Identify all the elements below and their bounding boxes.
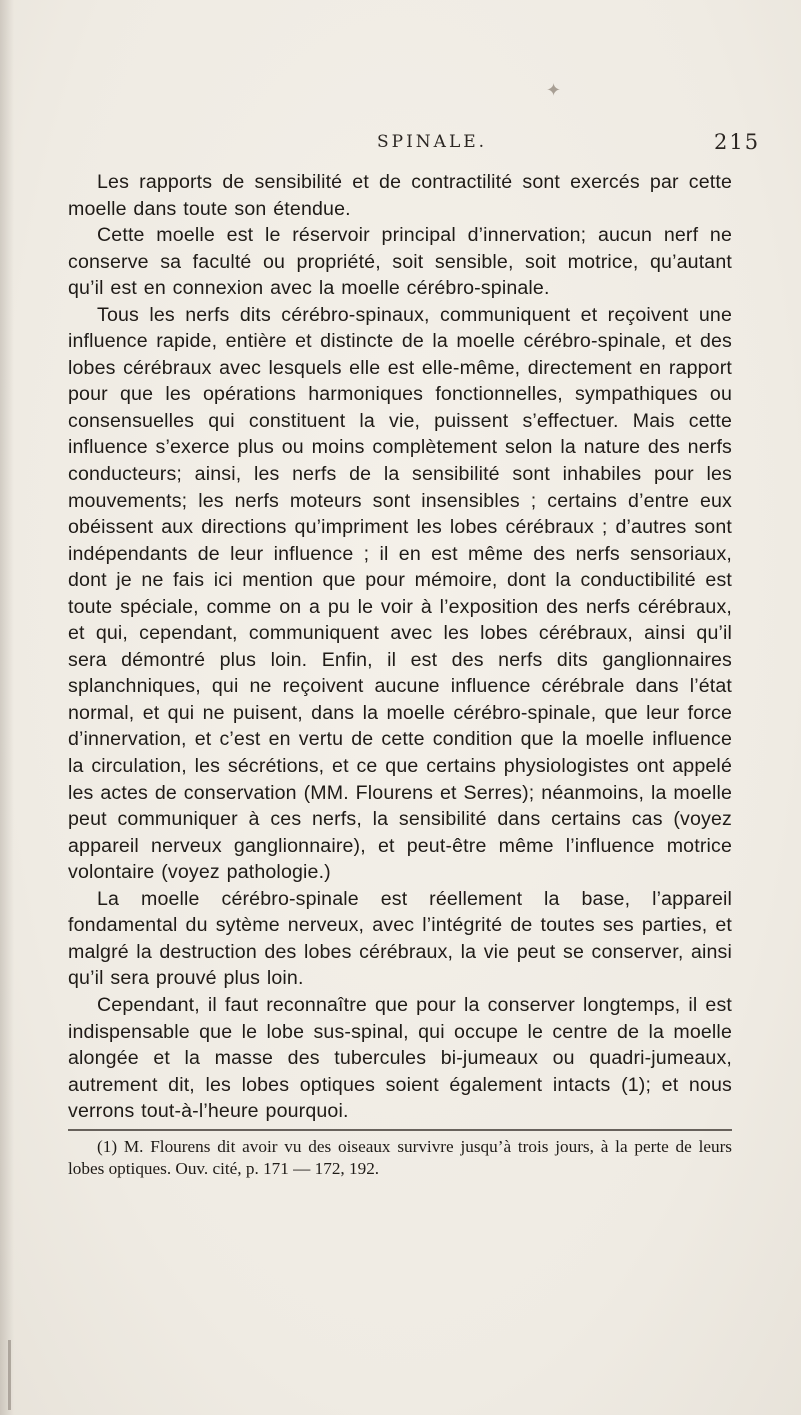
footnote [68,1136,732,1180]
running-head [0,132,801,172]
page-edge-shadow [0,0,14,1415]
paragraph: Cependant, il faut reconnaître que pour la conserver longtemps, il est indispensable que le lobe sus-spinal, qui occupe le centre de la moelle alongée et la masse des tubercules bi-jumeaux ou quadri-jumeaux, autrement dit, les lobes optiques soient également intacts (1); et nous verrons tout-à-l’heure pourquoi. [68,993,732,1123]
footnote-text: (1) M. Flourens dit avoir vu des oiseaux survivre jusqu’à trois jours, à la perte de leurs lobes optiques. Ouv. cité, p. 171 — 172, 192. [68,1137,732,1178]
paragraph: Tous les nerfs dits cérébro-spinaux, communiquent et reçoivent une influence rapide, entière et distincte de la moelle cérébro-spinale, et des lobes cérébraux avec lesquels elle est elle-même, directement en rapport pour que les opérations harmoniques fonctionnelles, sympathiques ou consensuelles qui constituent la vie, puissent s’effectuer. Mais cette influence s’exerce plus ou moins complètement selon la nature des nerfs conducteurs; ainsi, les nerfs de la sensibilité sont inhabiles pour les mouvements; les nerfs moteurs sont insensibles ; certains d’entre eux obéissent aux directions qu’impriment les lobes cérébraux ; d’autres sont indépendants de leur influence ; il en est même des nerfs sensoriaux, dont je ne fais ici mention que pour mémoire, dont la conductibilité est toute spéciale, comme on a pu le voir à l’exposition des nerfs cérébraux, et qui, cependant, communiquent avec les lobes cérébraux, ainsi qu’il sera démontré plus loin. Enfin, il est des nerfs dits ganglionnaires splanchniques, qui ne reçoivent aucune influence cérébrale dans l’état normal, et qui ne puisent, dans la moelle cérébro-spinale, que leur force d’innervation, et c’est en vertu de cette condition que la moelle influence la circulation, les sécrétions, et ce que certains physiologistes ont appelé les actes de conservation (MM. Flourens et Serres); néanmoins, la moelle peut communiquer à ces nerfs, la sensibilité dans certains cas (voyez appareil nerveux ganglionnaire), et peut-être même l’influence motrice volontaire (voyez pathologie.) [68,303,732,884]
ink-mark: ✦ [546,80,562,101]
footnote-rule [68,1129,732,1131]
binding-mark [8,1340,11,1410]
paragraph: Les rapports de sensibilité et de contractilité sont exercés par cette moelle dans toute son étendue. [68,171,732,220]
paragraph: Cette moelle est le réservoir principal d’innervation; aucun nerf ne conserve sa faculté ou propriété, soit sensible, soit motrice, qu’autant qu’il est en connexion avec la moelle cérébro-spinale. [68,224,732,300]
paragraph: La moelle cérébro-spinale est réellement la base, l’appareil fondamental du sytème nerveux, avec l’intégrité de toutes ses parties, et malgré la destruction des lobes cérébraux, la vie peut se conserver, ainsi qu’il sera prouvé plus loin. [68,887,732,990]
body-text [68,169,732,1125]
page-number: 215 [714,130,761,154]
running-title: SPINALE. [377,132,488,152]
